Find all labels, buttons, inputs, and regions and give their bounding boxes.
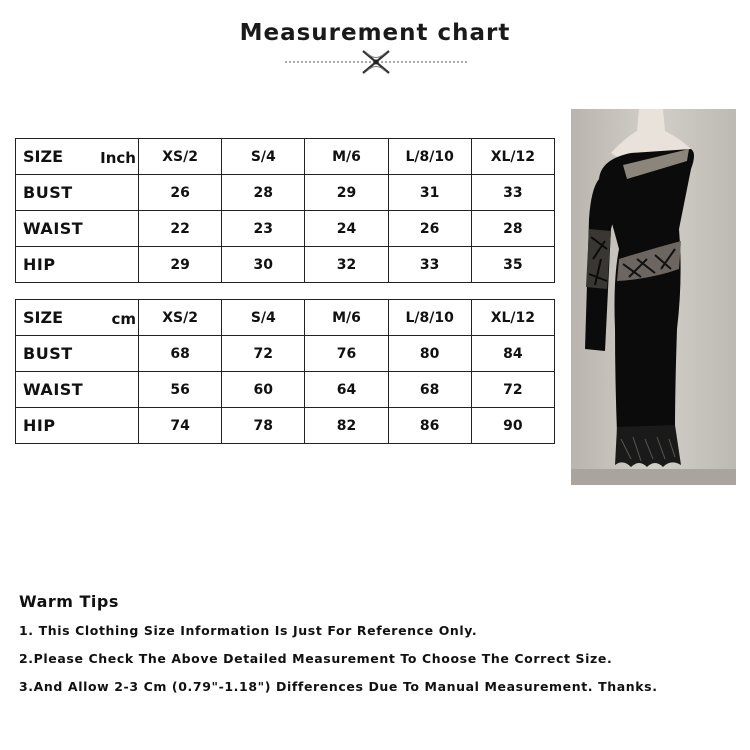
warm-tips-section [19, 592, 658, 705]
row-label: HIP [16, 247, 139, 283]
size-header-cell [16, 139, 139, 175]
row-label: BUST [16, 336, 139, 372]
dress-product-photo [571, 109, 736, 485]
table-row [16, 408, 555, 444]
cell-value: 82 [305, 408, 388, 444]
table-row [16, 372, 555, 408]
cell-value: 74 [139, 408, 222, 444]
cell-value: 35 [471, 247, 554, 283]
cell-value: 64 [305, 372, 388, 408]
cell-value: 29 [305, 175, 388, 211]
size-xs: XS/2 [139, 139, 222, 175]
table-row [16, 175, 555, 211]
cell-value: 24 [305, 211, 388, 247]
size-l: L/8/10 [388, 139, 471, 175]
cell-value: 31 [388, 175, 471, 211]
size-s: S/4 [222, 300, 305, 336]
cell-value: 29 [139, 247, 222, 283]
row-label: BUST [16, 175, 139, 211]
cell-value: 33 [388, 247, 471, 283]
tip-item: 3.And Allow 2-3 Cm (0.79"-1.18") Differences Due To Manual Measurement. Thanks. [19, 679, 658, 694]
cell-value: 22 [139, 211, 222, 247]
cell-value: 72 [471, 372, 554, 408]
cell-value: 33 [471, 175, 554, 211]
cell-value: 32 [305, 247, 388, 283]
cell-value: 68 [388, 372, 471, 408]
row-label: HIP [16, 408, 139, 444]
cell-value: 60 [222, 372, 305, 408]
table-header-row [16, 139, 555, 175]
size-s: S/4 [222, 139, 305, 175]
table-row [16, 247, 555, 283]
size-m: M/6 [305, 139, 388, 175]
table-header-row [16, 300, 555, 336]
size-xl: XL/12 [471, 300, 554, 336]
tip-item: 1. This Clothing Size Information Is Just For Reference Only. [19, 623, 478, 638]
page-title: Measurement chart [239, 20, 511, 46]
cm-size-table [15, 299, 555, 444]
cell-value: 84 [471, 336, 554, 372]
unit-label: Inch [100, 149, 136, 167]
size-m: M/6 [305, 300, 388, 336]
cell-value: 90 [471, 408, 554, 444]
size-label: SIZE [23, 308, 64, 327]
cell-value: 80 [388, 336, 471, 372]
table-row [16, 211, 555, 247]
cell-value: 56 [139, 372, 222, 408]
inch-size-table [15, 138, 555, 283]
size-header-cell [16, 300, 139, 336]
table-row [16, 336, 555, 372]
row-label: WAIST [16, 211, 139, 247]
cell-value: 28 [471, 211, 554, 247]
size-l: L/8/10 [388, 300, 471, 336]
cell-value: 72 [222, 336, 305, 372]
size-xl: XL/12 [471, 139, 554, 175]
cell-value: 86 [388, 408, 471, 444]
cell-value: 26 [139, 175, 222, 211]
cell-value: 28 [222, 175, 305, 211]
cell-value: 68 [139, 336, 222, 372]
cell-value: 76 [305, 336, 388, 372]
row-label: WAIST [16, 372, 139, 408]
unit-label: cm [111, 310, 136, 328]
size-xs: XS/2 [139, 300, 222, 336]
cell-value: 23 [222, 211, 305, 247]
cell-value: 26 [388, 211, 471, 247]
cell-value: 78 [222, 408, 305, 444]
cell-value: 30 [222, 247, 305, 283]
tip-item: 2.Please Check The Above Detailed Measurement To Choose The Correct Size. [19, 651, 613, 666]
ribbon-divider [285, 46, 467, 76]
size-label: SIZE [23, 147, 64, 166]
warm-tips-title: Warm Tips [19, 592, 119, 611]
